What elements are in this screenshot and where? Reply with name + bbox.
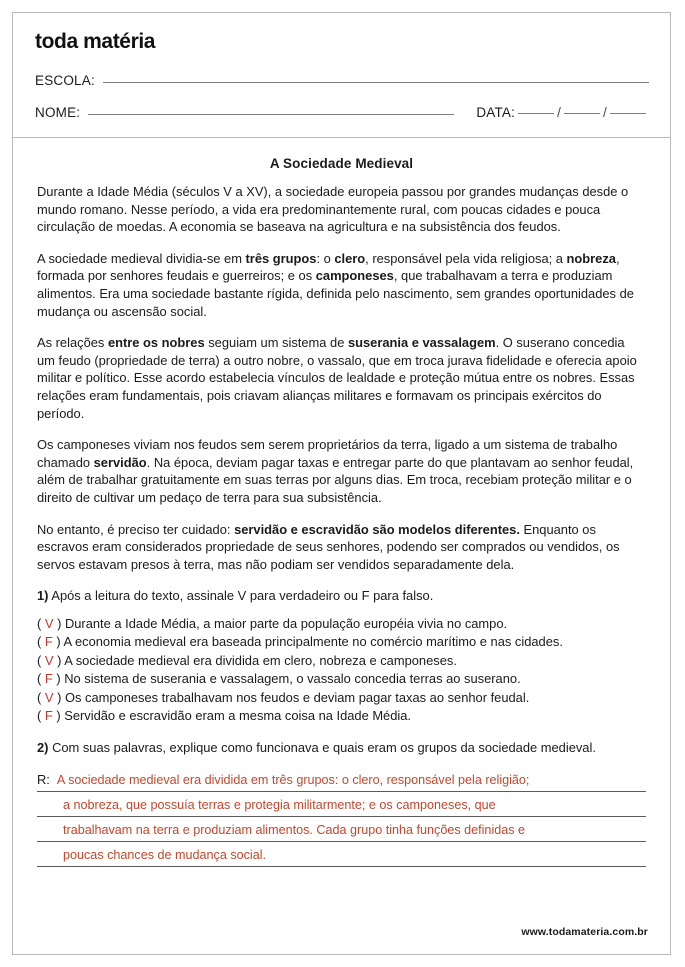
paren-open: ( <box>37 634 45 650</box>
text-passage <box>37 183 646 573</box>
question-1-prompt <box>37 587 646 605</box>
date-year-input[interactable] <box>610 113 646 114</box>
paren-open: ( <box>37 615 45 631</box>
name-label: NOME: <box>35 105 81 120</box>
statement-text: No sistema de suserania e vassalagem, o vassalo concedia terras ao suserano. <box>64 671 521 687</box>
statement-text: A economia medieval era baseada principalmente no comércio marítimo e nas cidades. <box>63 634 563 650</box>
passage-text: A sociedade medieval dividia-se em <box>37 250 246 266</box>
answer-text: trabalhavam na terra e produziam alimentos. Cada grupo tinha funções definidas e <box>63 822 526 837</box>
answer-mark[interactable]: F <box>44 671 53 687</box>
answer-line[interactable] <box>37 842 646 867</box>
answer-mark[interactable]: F <box>44 707 53 723</box>
question-1-block <box>37 587 646 725</box>
statement-text: A sociedade medieval era dividida em clero, nobreza e camponeses. <box>64 652 457 668</box>
date-label: DATA: <box>476 105 516 120</box>
school-field-row <box>35 73 649 88</box>
true-false-item[interactable] <box>37 670 646 688</box>
footer-site-url: www.todamateria.com.br <box>521 926 648 938</box>
statement-text: Os camponeses trabalhavam nos feudos e deviam pagar taxas ao senhor feudal. <box>64 689 530 705</box>
question-1-number: 1) <box>37 588 49 604</box>
passage-text: , que trabalhavam a terra e produziam alimentos. Era uma sociedade bastante rígida, definida pelo nascimento, sem grandes oportunidades de mudança ou ascensão social. <box>37 268 634 319</box>
true-false-item[interactable] <box>37 615 646 633</box>
question-2-number: 2) <box>37 740 49 756</box>
passage-text: No entanto, é preciso ter cuidado: <box>37 521 235 537</box>
question-1-text: Após a leitura do texto, assinale V para verdadeiro ou F para falso. <box>51 588 434 604</box>
passage-text: seguiam um sistema de <box>204 335 348 351</box>
passage-paragraph <box>37 183 646 236</box>
question-2-block <box>37 739 646 867</box>
passage-text: . Na época, deviam pagar taxas e entregar parte do que plantavam ao senhor feudal, além de trabalhar gratuitamente em suas terras por alguns dias. Em troca, recebiam proteção militar e o direito de cultivar um pedaço de terra para sua subsistência. <box>37 454 634 505</box>
school-label: ESCOLA: <box>35 73 95 88</box>
worksheet-header <box>13 13 670 138</box>
answer-mark[interactable]: F <box>44 634 53 650</box>
passage-emphasis: clero <box>334 250 366 266</box>
brand-logo: toda matéria <box>35 30 156 53</box>
question-2-text: Com suas palavras, explique como funcionava e quais eram os grupos da sociedade medieval. <box>52 740 596 756</box>
passage-text: Durante a Idade Média (séculos V a XV), a sociedade europeia passou por grandes mudanças desde o mundo romano. Nesse período, a vida era predominantemente rural, com poucas cidades e pouca circulação de moedas. A economia se baseava na agricultura e na subsistência dos feudos. <box>37 184 629 235</box>
statement-text: Servidão e escravidão eram a mesma coisa na Idade Média. <box>64 707 412 723</box>
passage-emphasis: entre os nobres <box>107 335 205 351</box>
paren-close: ) <box>52 671 65 687</box>
statement-text: Durante a Idade Média, a maior parte da população européia vivia no campo. <box>64 615 508 631</box>
answer-area <box>37 767 646 867</box>
passage-text: Os camponeses viviam nos feudos sem serem proprietários da terra, ligado a um sistema de trabalho chamado <box>37 437 618 470</box>
passage-emphasis: nobreza <box>566 250 616 266</box>
passage-text: Enquanto os escravos eram considerados propriedade de seus senhores, podendo ser comprados ou vendidos, os servos estavam presos à terra, mas não podiam ser vendidos separadamente dela. <box>37 521 620 572</box>
worksheet-page <box>12 12 671 955</box>
true-false-list <box>37 615 646 725</box>
passage-emphasis: servidão <box>93 454 147 470</box>
passage-text: : o <box>316 250 335 266</box>
passage-emphasis: servidão e escravidão são modelos diferentes. <box>234 521 520 537</box>
answer-mark[interactable]: V <box>44 652 54 668</box>
passage-emphasis: suserania e vassalagem <box>347 335 496 351</box>
paren-open: ( <box>37 707 45 723</box>
date-month-input[interactable] <box>564 113 600 114</box>
true-false-item[interactable] <box>37 633 646 651</box>
answer-text: A sociedade medieval era dividida em três grupos: o clero, responsável pela religião; <box>56 772 530 787</box>
passage-text: , formada por senhores feudais e guerreiros; e os <box>37 250 620 284</box>
passage-paragraph <box>37 250 646 320</box>
date-slash-1: / <box>557 105 562 120</box>
name-input-line[interactable] <box>88 114 454 115</box>
passage-text: As relações <box>37 335 108 351</box>
passage-text: . O suserano concedia um feudo (propriedade de terra) a outro nobre, o vassalo, que em troca jurava fidelidade e oferecia apoio militar e político. Esse acordo estabelecia vínculos de lealdade e proteção mútua entre os nobres. Essas relações eram fundamentais, pois criavam alianças militares e formavam os principais exércitos do período. <box>37 335 637 421</box>
paren-close: ) <box>52 634 64 650</box>
paren-open: ( <box>37 671 45 687</box>
passage-emphasis: três grupos <box>245 250 317 266</box>
passage-paragraph <box>37 521 646 574</box>
passage-text: , responsável pela vida religiosa; a <box>365 250 567 266</box>
answer-line[interactable] <box>37 817 646 842</box>
date-day-input[interactable] <box>518 113 554 114</box>
answer-label: R: <box>37 771 50 787</box>
date-slash-2: / <box>603 105 607 120</box>
passage-paragraph <box>37 334 646 422</box>
answer-mark[interactable]: V <box>44 689 54 705</box>
answer-text: a nobreza, que possuía terras e protegia militarmente; e os camponeses, que <box>63 797 496 812</box>
true-false-item[interactable] <box>37 707 646 725</box>
answer-text: poucas chances de mudança social. <box>63 847 267 862</box>
true-false-item[interactable] <box>37 652 646 670</box>
question-2-prompt <box>37 739 646 757</box>
paren-close: ) <box>53 652 65 668</box>
paren-close: ) <box>53 615 65 631</box>
answer-line[interactable] <box>37 792 646 817</box>
answer-mark[interactable]: V <box>44 615 54 631</box>
paren-close: ) <box>53 689 65 705</box>
worksheet-content <box>13 138 670 867</box>
paren-close: ) <box>52 707 65 723</box>
paren-open: ( <box>37 652 45 668</box>
answer-line[interactable] <box>37 767 646 792</box>
passage-paragraph <box>37 436 646 506</box>
school-input-line[interactable] <box>103 82 649 83</box>
passage-emphasis: camponeses <box>315 268 394 284</box>
true-false-item[interactable] <box>37 689 646 707</box>
page-title: A Sociedade Medieval <box>269 156 414 171</box>
paren-open: ( <box>37 689 45 705</box>
name-field-row <box>35 105 649 120</box>
